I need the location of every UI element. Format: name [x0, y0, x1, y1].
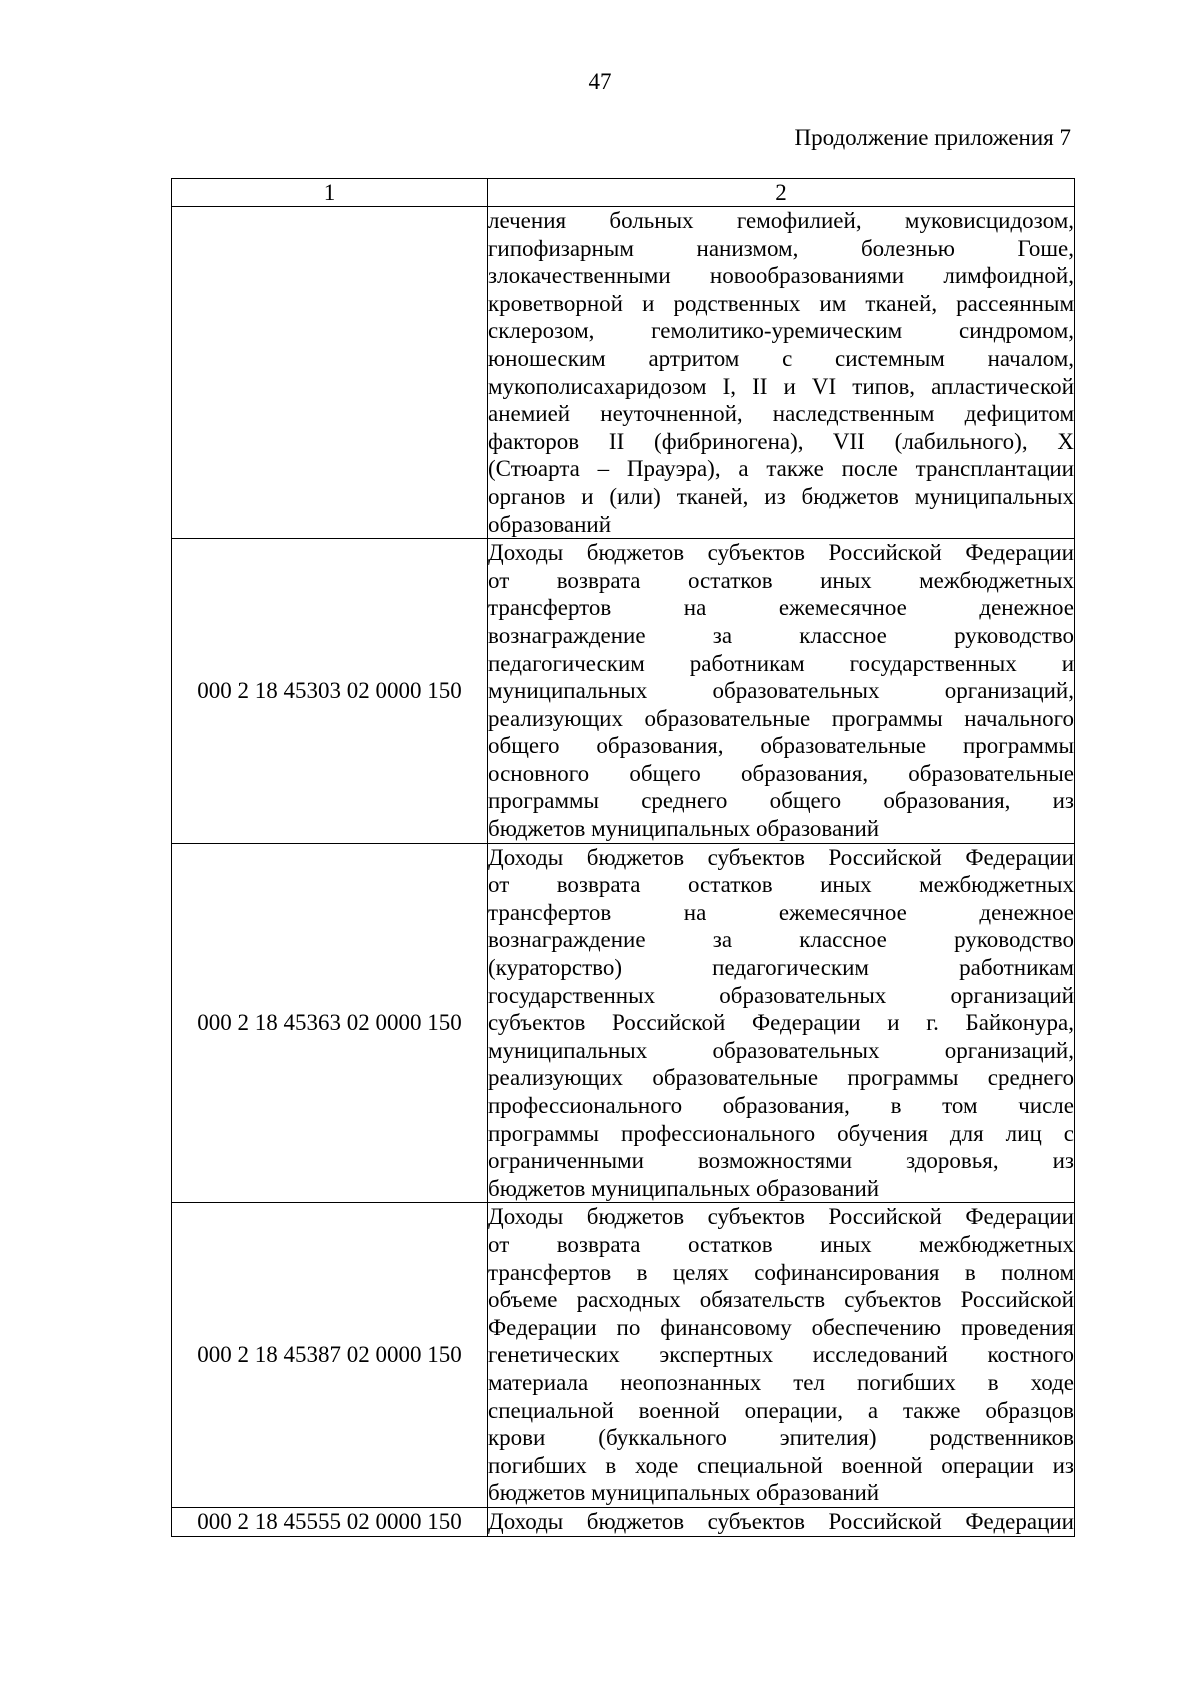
description-line: объеме расходных обязательств субъектов Российской: [488, 1287, 1074, 1313]
description-cell: [488, 539, 1075, 844]
revenue-codes-table: [171, 178, 1075, 1537]
budget-code-cell: 000 2 18 45363 02 0000 150: [172, 843, 488, 1203]
description-line: анемией неуточненной, наследственным дефицитом: [488, 401, 1074, 427]
description-line: органов и (или) тканей, из бюджетов муниципальных: [488, 483, 1074, 509]
description-line: профессионального образования, в том числе: [488, 1093, 1074, 1118]
description-line: (кураторство) педагогическим работникам: [488, 955, 1074, 981]
description-line: (Стюарта – Прауэра), а также после трансплантации: [488, 456, 1074, 482]
description-line: образований: [488, 511, 612, 537]
description-line: муниципальных образовательных организаций,: [488, 678, 1074, 704]
table-row: [172, 1203, 1075, 1508]
description-line: мукополисахаридозом I, II и VI типов, апластической: [488, 373, 1074, 399]
description-line: бюджетов муниципальных образований: [488, 816, 880, 842]
description-line: гипофизарным нанизмом, болезнью Гоше,: [488, 235, 1074, 261]
description-cell: [488, 1507, 1075, 1536]
budget-code-cell: 000 2 18 45303 02 0000 150: [172, 539, 488, 844]
description-line: трансфертов на ежемесячное денежное: [488, 899, 1074, 925]
table-header-row: [172, 179, 1075, 207]
description-line: реализующих образовательные программы начального: [488, 705, 1074, 731]
description-line: кроветворной и родственных им тканей, рассеянным: [488, 290, 1074, 316]
description-cell: [488, 843, 1075, 1203]
description-cell: [488, 207, 1075, 539]
description-line: Доходы бюджетов субъектов Российской Федерации: [488, 1204, 1074, 1230]
description-line: погибших в ходе специальной военной операции из: [488, 1452, 1074, 1478]
description-line: ограниченными возможностями здоровья, из: [488, 1148, 1074, 1174]
description-line: от возврата остатков иных межбюджетных: [488, 567, 1074, 593]
description-line: бюджетов муниципальных образований: [488, 1175, 880, 1201]
description-line: материала неопознанных тел погибших в ходе: [488, 1369, 1074, 1395]
budget-code-cell: 000 2 18 45387 02 0000 150: [172, 1203, 488, 1508]
description-line: трансфертов на ежемесячное денежное: [488, 595, 1074, 621]
description-line: от возврата остатков иных межбюджетных: [488, 1231, 1074, 1257]
page-number: 47: [588, 69, 612, 94]
description-line: программы профессионального обучения для лиц с: [488, 1120, 1074, 1146]
column-header-2: 2: [488, 179, 1075, 207]
description-line: Доходы бюджетов субъектов Российской Федерации: [488, 844, 1074, 870]
description-line: вознаграждение за классное руководство: [488, 622, 1074, 648]
description-line: общего образования, образовательные программы: [488, 733, 1074, 759]
description-line: лечения больных гемофилией, муковисцидозом,: [488, 208, 1074, 233]
description-line: крови (буккального эпителия) родственников: [488, 1425, 1074, 1451]
description-line: реализующих образовательные программы среднего: [488, 1065, 1074, 1091]
description-line: злокачественными новообразованиями лимфоидной,: [488, 263, 1074, 289]
description-line: основного общего образования, образовательные: [488, 760, 1074, 786]
description-cell: [488, 1203, 1075, 1508]
table-row: [172, 539, 1075, 844]
description-line: муниципальных образовательных организаций,: [488, 1037, 1074, 1063]
table-row: [172, 1507, 1075, 1536]
description-line: государственных образовательных организаций: [488, 982, 1074, 1008]
appendix-continuation-title: Продолжение приложения 7: [794, 125, 1071, 150]
column-header-1: 1: [172, 179, 488, 207]
description-line: Доходы бюджетов субъектов Российской Федерации: [488, 540, 1074, 566]
table-row: [172, 207, 1075, 539]
description-line: специальной военной операции, а также образцов: [488, 1397, 1074, 1423]
description-line: педагогическим работникам государственных и: [488, 650, 1074, 676]
description-line: юношеским артритом с системным началом,: [488, 345, 1074, 371]
table-row: [172, 843, 1075, 1203]
description-line: трансфертов в целях софинансирования в полном: [488, 1259, 1074, 1285]
description-line: вознаграждение за классное руководство: [488, 927, 1074, 953]
description-line: от возврата остатков иных межбюджетных: [488, 872, 1074, 898]
description-line: Федерации по финансовому обеспечению проведения: [488, 1314, 1074, 1340]
description-line: склерозом, гемолитико-уремическим синдромом,: [488, 318, 1074, 344]
budget-code-cell: [172, 207, 488, 539]
description-line: факторов II (фибриногена), VII (лабильного), X: [488, 428, 1074, 454]
description-line: генетических экспертных исследований костного: [488, 1342, 1074, 1368]
budget-code-cell: 000 2 18 45555 02 0000 150: [172, 1507, 488, 1536]
description-line: субъектов Российской Федерации и г. Байконура,: [488, 1010, 1074, 1036]
description-line: бюджетов муниципальных образований: [488, 1480, 880, 1506]
description-line: программы среднего общего образования, из: [488, 788, 1074, 814]
description-line: Доходы бюджетов субъектов Российской Федерации: [488, 1508, 1074, 1534]
